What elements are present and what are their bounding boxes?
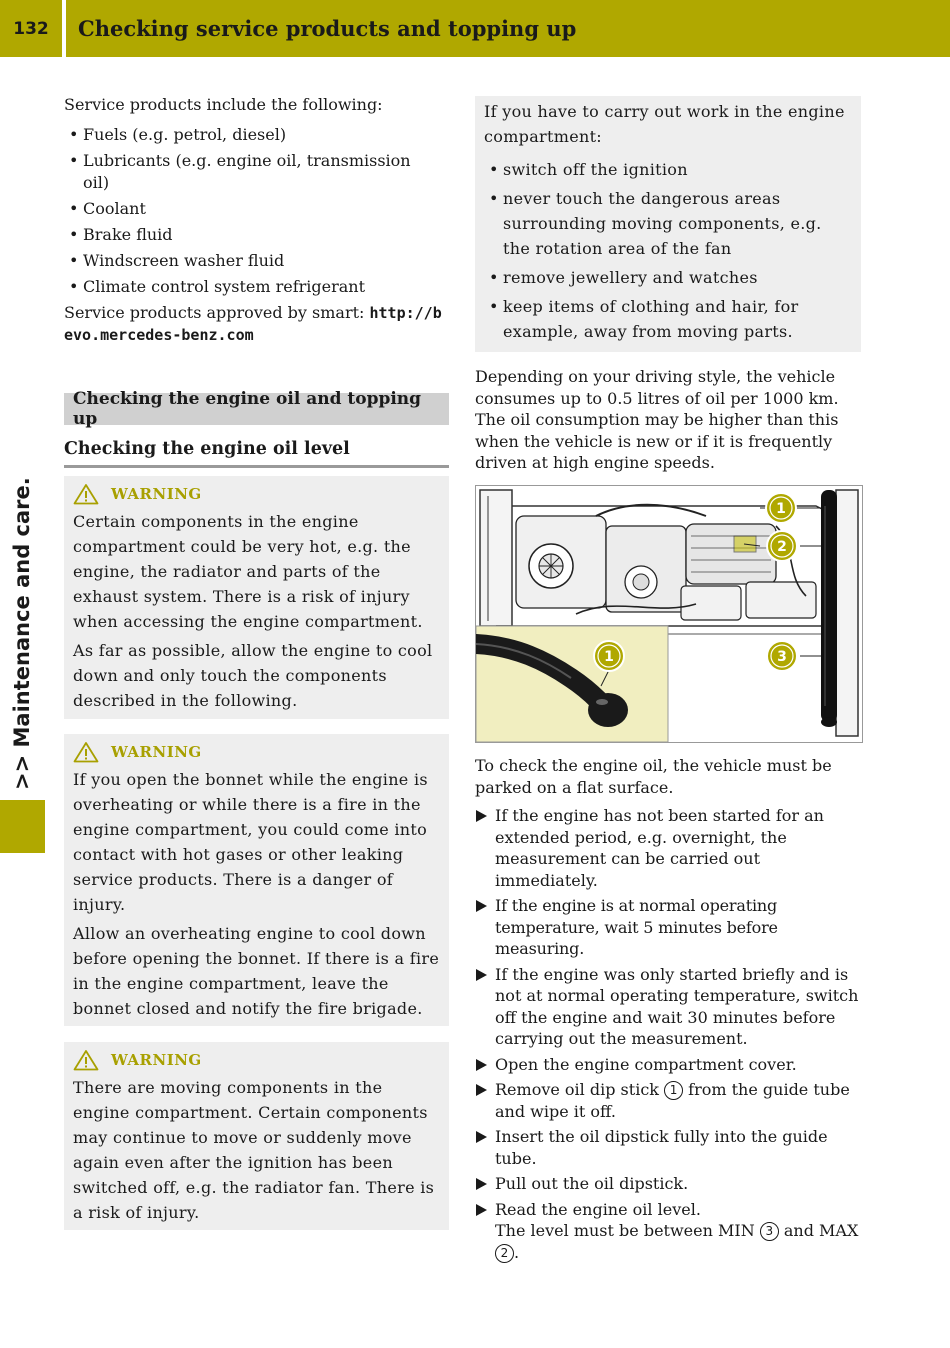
ref-number-1: 1 (664, 1081, 683, 1100)
approved-text: Service products approved by smart: (64, 303, 370, 322)
warning-header (73, 479, 440, 509)
callout-1 (766, 493, 796, 523)
page-number: 132 (13, 18, 49, 39)
callout-2 (767, 531, 797, 561)
section-title-bar (64, 389, 449, 429)
note-box (475, 96, 861, 352)
step-arrow-icon (476, 900, 487, 912)
intro-block (64, 94, 449, 346)
warning-label: WARNING (111, 485, 202, 503)
note-lead: If you have to carry out work in the engine compartment: (484, 102, 845, 146)
list-item: • Fuels (e.g. petrol, diesel) (64, 124, 449, 146)
warning-icon (73, 741, 99, 763)
warning-box (64, 1042, 449, 1230)
list-item: • Lubricants (e.g. engine oil, transmission oil) (64, 150, 449, 194)
step-item (475, 1126, 861, 1169)
step-text: from the guide tube and wipe it off. (495, 1080, 850, 1121)
step-item (475, 964, 861, 1050)
step-arrow-icon (476, 969, 487, 981)
level-text: . (514, 1242, 520, 1262)
callout-3 (767, 641, 797, 671)
check-intro: To check the engine oil, the vehicle must be parked on a flat surface. (475, 756, 832, 797)
step-text: If the engine has not been started for an extended period, e.g. overnight, the measurement can be carried out immediately. (495, 806, 824, 890)
service-products-list (64, 124, 449, 298)
warning-label: WARNING (111, 1051, 202, 1069)
step-text: If the engine was only started briefly and is not at normal operating temperature, switch off the engine and wait 30 minutes before carrying out the measurement. (495, 964, 859, 1048)
step-item (475, 1079, 861, 1122)
engine-figure (475, 485, 863, 743)
step-text: If the engine is at normal operating temperature, wait 5 minutes before measuring. (495, 896, 778, 958)
approved-products (64, 302, 449, 346)
note-list (484, 157, 852, 344)
svg-text:3: 3 (777, 649, 787, 665)
chapter-tab-marker (0, 800, 45, 853)
warning-paragraph: If you open the bonnet while the engine is overheating or while there is a fire in the engine compartment, you could come into contact with hot gases or other leaking service products. There is a danger of injury. (73, 770, 428, 914)
section-title: Checking the engine oil and topping up (73, 389, 422, 429)
step-item (475, 1173, 861, 1195)
step-text: Pull out the oil dipstick. (495, 1174, 689, 1193)
list-item: • remove jewellery and watches (484, 265, 852, 290)
warning-paragraph: As far as possible, allow the engine to cool down and only touch the components described in the following. (73, 641, 433, 710)
svg-text:2: 2 (777, 539, 787, 555)
warning-icon (73, 483, 99, 505)
list-item: • never touch the dangerous areas surrounding moving components, e.g. the rotation area of the fan (484, 186, 852, 261)
list-item: • keep items of clothing and hair, for example, away from moving parts. (484, 294, 852, 344)
warning-header (73, 1045, 440, 1075)
intro-lead: Service products include the following: (64, 95, 383, 114)
level-text: The level must be between MIN (495, 1221, 760, 1240)
warning-box (64, 476, 449, 719)
level-text: and MAX (778, 1221, 859, 1240)
chapter-label: >> Maintenance and care. (10, 477, 34, 790)
step-item (475, 1199, 861, 1264)
list-item: • Windscreen washer fluid (64, 250, 449, 272)
consumption-paragraph: Depending on your driving style, the vehicle consumes up to 0.5 litres of oil per 1000 km. The oil consumption may be higher than this when the vehicle is new or if it is frequently driven at high engine speeds. (475, 367, 839, 472)
engine-compartment-illustration (476, 486, 862, 742)
svg-text:1: 1 (776, 501, 786, 517)
step-arrow-icon (476, 810, 487, 822)
dipstick-inset (476, 626, 668, 742)
step-text: Open the engine compartment cover. (495, 1054, 797, 1074)
ref-number-3: 3 (760, 1222, 779, 1241)
list-item: • switch off the ignition (484, 157, 852, 182)
step-text: Insert the oil dipstick fully into the guide tube. (495, 1127, 828, 1168)
step-item (475, 805, 861, 891)
step-item (475, 1054, 861, 1076)
warning-icon (73, 1049, 99, 1071)
step-arrow-icon (476, 1131, 487, 1143)
instruction-steps (475, 805, 861, 1263)
warning-header (73, 737, 440, 767)
step-item (475, 895, 861, 960)
step-text: Remove oil dip stick (495, 1080, 665, 1099)
warning-paragraph: Allow an overheating engine to cool down before opening the bonnet. If there is a fire in the engine compartment, leave the bonnet closed and notify the fire brigade. (73, 924, 440, 1018)
warning-box (64, 734, 449, 1026)
list-item: • Coolant (64, 198, 449, 220)
list-item: • Climate control system refrigerant (64, 276, 449, 298)
step-arrow-icon (476, 1178, 487, 1190)
page-title: Checking service products and topping up (78, 16, 577, 41)
warning-paragraph: Certain components in the engine compartment could be very hot, e.g. the engine, the radiator and parts of the exhaust system. There is a risk of injury when accessing the engine compartment. (73, 512, 423, 631)
svg-text:1: 1 (604, 649, 614, 665)
subheading: Checking the engine oil level (64, 436, 449, 468)
header-divider (62, 0, 66, 57)
warning-label: WARNING (111, 743, 202, 761)
step-arrow-icon (476, 1204, 487, 1216)
approved-link[interactable]: http://bevo.mercedes-benz.com (64, 304, 442, 344)
steps-block (475, 805, 861, 1267)
step-text: Read the engine oil level. (495, 1199, 701, 1219)
ref-number-2: 2 (495, 1244, 514, 1263)
step-arrow-icon (476, 1059, 487, 1071)
step-arrow-icon (476, 1084, 487, 1096)
list-item: • Brake fluid (64, 224, 449, 246)
warning-paragraph: There are moving components in the engine compartment. Certain components may continue to move or suddenly move again even after the ignition has been switched off, e.g. the radiator fan. There is a risk of injury. (73, 1078, 435, 1222)
